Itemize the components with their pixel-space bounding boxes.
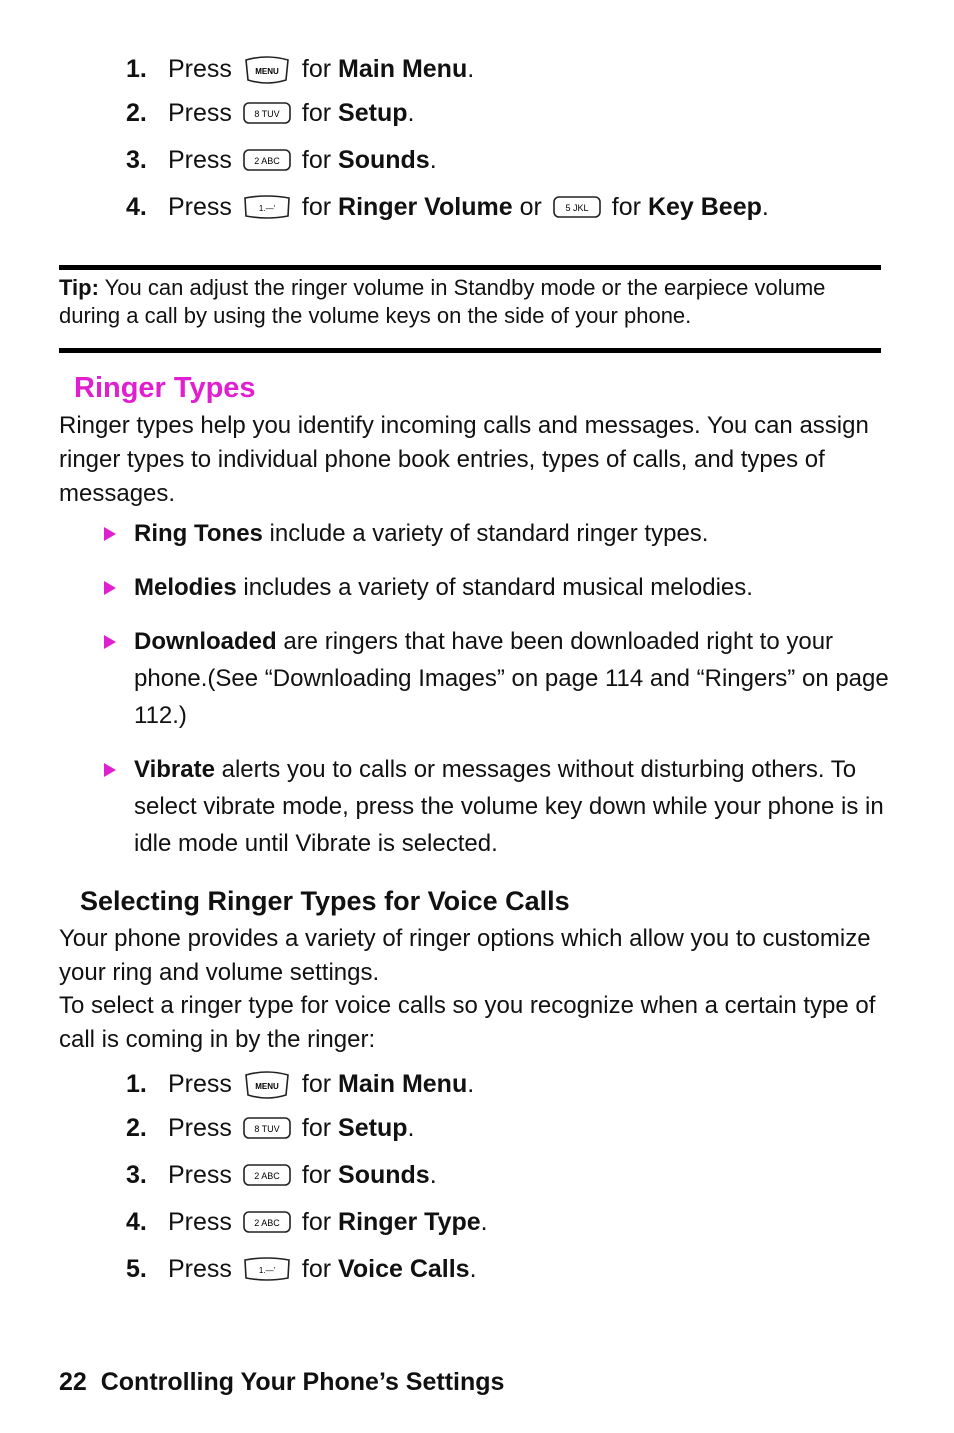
svg-text:MENU: MENU [255, 1082, 279, 1091]
press-label: Press [168, 54, 232, 83]
press-label: Press [168, 1254, 232, 1283]
for-label: for [301, 1207, 332, 1236]
for-label: for [611, 192, 641, 221]
step-2-top: 2. Press 8 TUV for Setup . [126, 98, 415, 127]
menu-target: Main Menu [338, 54, 468, 83]
menu-target: Key Beep [647, 192, 762, 221]
step-number: 3. [126, 145, 147, 174]
press-label: Press [168, 1207, 232, 1236]
voice-calls-para-2: To select a ringer type for voice calls so you recognize when a certain type of call is coming in by the ringer: [59, 992, 876, 1053]
page-number: 22 [59, 1368, 87, 1396]
key-1-icon [242, 1254, 292, 1284]
menu-target: Setup [338, 98, 408, 127]
svg-text:2 ABC: 2 ABC [254, 1218, 280, 1228]
step-number: 1. [126, 1069, 147, 1098]
for-label: for [301, 192, 332, 221]
key-5-icon [552, 194, 602, 220]
step-1-bottom: 1. Press MENU for Main Menu . [126, 1067, 474, 1101]
svg-text:1.—': 1.—' [258, 1266, 276, 1275]
chapter-title: Controlling Your Phone’s Settings [100, 1368, 505, 1396]
tip-rule-bottom [59, 348, 881, 353]
ringer-types-intro: Ringer types help you identify incoming calls and messages. You can assign ringer types to individual phone book entries, types of calls, and types of messages. [59, 412, 869, 507]
step-2-bottom: 2. Press 8 TUV for Setup . [126, 1113, 415, 1142]
svg-text:2 ABC: 2 ABC [254, 156, 280, 166]
key-8-icon [242, 100, 292, 126]
bullet-melodies: Melodies includes a variety of standard musical melodies. [104, 569, 894, 606]
tip-box [59, 274, 881, 330]
tip-text: You can adjust the ringer volume in Standby mode or the earpiece volume during a call by using the volume keys on the side of your phone. [59, 275, 826, 328]
bullet-arrow-icon [104, 527, 116, 541]
bullet-vibrate: Vibrate alerts you to calls or messages without disturbing others. To select vibrate mode, press the volume key down while your phone is in idle mode until Vibrate is selected. [104, 751, 894, 862]
key-2-icon [242, 1162, 292, 1188]
tip-rule-top [59, 265, 881, 270]
voice-calls-para-1: Your phone provides a variety of ringer options which allow you to customize your ring and volume settings. [59, 925, 871, 986]
tip-label: Tip: [59, 275, 99, 300]
page-footer [59, 1368, 504, 1397]
press-label: Press [168, 192, 232, 221]
menu-target: Main Menu [338, 1069, 468, 1098]
step-number: 2. [126, 98, 147, 127]
bullet-ring-tones: Ring Tones include a variety of standard ringer types. [104, 515, 894, 552]
bullet-arrow-icon [104, 763, 116, 777]
step-3-bottom: 3. Press 2 ABC for Sounds . [126, 1160, 437, 1189]
for-label: for [301, 54, 332, 83]
menu-target: Setup [338, 1113, 408, 1142]
for-label: for [301, 145, 332, 174]
step-5-bottom: 5. Press 1.—' for Voice Calls . [126, 1254, 477, 1283]
for-label: for [301, 1113, 332, 1142]
svg-text:5 JKL: 5 JKL [565, 203, 589, 213]
step-3-top: 3. Press 2 ABC for Sounds . [126, 145, 437, 174]
step-1-top: 1. Press MENU for Main Menu . [126, 52, 474, 86]
for-label: for [301, 1254, 332, 1283]
or-label: or [519, 192, 542, 221]
key-2-icon [242, 147, 292, 173]
menu-key-icon [242, 1067, 292, 1101]
step-number: 5. [126, 1254, 147, 1283]
for-label: for [301, 98, 332, 127]
svg-text:MENU: MENU [255, 67, 279, 76]
step-number: 3. [126, 1160, 147, 1189]
menu-target: Sounds [338, 145, 430, 174]
bullet-arrow-icon [104, 635, 116, 649]
press-label: Press [168, 145, 232, 174]
step-number: 4. [126, 1207, 147, 1236]
section-heading-voice-calls: Selecting Ringer Types for Voice Calls [80, 886, 570, 916]
menu-key-icon [242, 52, 292, 86]
key-2-icon [242, 1209, 292, 1235]
menu-target: Ringer Volume [338, 192, 513, 221]
svg-text:8 TUV: 8 TUV [254, 1124, 280, 1134]
step-number: 1. [126, 54, 147, 83]
bullet-arrow-icon [104, 581, 116, 595]
step-4-bottom: 4. Press 2 ABC for Ringer Type . [126, 1207, 488, 1236]
key-1-icon [242, 192, 292, 222]
menu-target: Voice Calls [338, 1254, 470, 1283]
step-4-top: 4. Press 1.—' for Ringer Volume or 5 JKL for Key Beep . [126, 192, 769, 221]
press-label: Press [168, 1069, 232, 1098]
press-label: Press [168, 1113, 232, 1142]
svg-text:2 ABC: 2 ABC [254, 1171, 280, 1181]
press-label: Press [168, 98, 232, 127]
menu-target: Ringer Type [338, 1207, 481, 1236]
step-number: 2. [126, 1113, 147, 1142]
bullet-downloaded: Downloaded are ringers that have been downloaded right to your phone.(See “Downloading Images” on page 114 and “Ringers” on page 112.) [104, 623, 894, 734]
section-heading-ringer-types: Ringer Types [74, 372, 256, 404]
for-label: for [301, 1069, 332, 1098]
svg-text:1.—': 1.—' [258, 204, 276, 213]
key-8-icon [242, 1115, 292, 1141]
step-number: 4. [126, 192, 147, 221]
menu-target: Sounds [338, 1160, 430, 1189]
for-label: for [301, 1160, 332, 1189]
svg-text:8 TUV: 8 TUV [254, 109, 280, 119]
press-label: Press [168, 1160, 232, 1189]
